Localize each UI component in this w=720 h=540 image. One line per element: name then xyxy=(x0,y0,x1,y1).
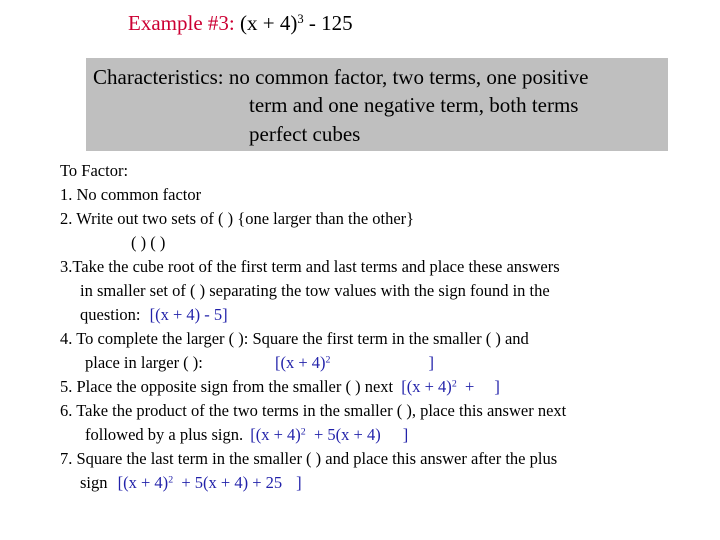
step-3-answer: [(x + 4) - 5] xyxy=(149,305,228,324)
step-6-line-1: 6. Take the product of the two terms in the smaller ( ), place this answer next xyxy=(60,401,567,420)
step-5-answer: [$(x + 4)^2$ + ] xyxy=(401,377,500,396)
step-3-line-1: 3.Take the cube root of the first term and last terms and place these answers xyxy=(60,257,560,276)
step-7-line-1: 7. Square the last term in the smaller ( ) and place this answer after the plus xyxy=(60,449,558,468)
step-6-answer: [$(x + 4)^2 + 5(x + 4)$ ] xyxy=(250,425,409,444)
step-2: 2. Write out two sets of ( ) {one larger than the other} xyxy=(60,209,415,228)
step-6-line-2: followed by a plus sign. [$(x + 4)^2 + 5(x + 4)$ ] xyxy=(85,425,409,444)
example-label: Example #3: xyxy=(128,11,235,35)
step-1: 1. No common factor xyxy=(60,185,202,204)
step-3-line-3: question: [(x + 4) - 5] xyxy=(80,305,228,324)
step-7-line-2: sign [$(x + 4)^2 + 5(x + 4) + 25$ ] xyxy=(80,473,302,492)
step-4-line-1: 4. To complete the larger ( ): Square the first term in the smaller ( ) and xyxy=(60,329,529,348)
step-7-answer: [$(x + 4)^2 + 5(x + 4) + 25$ ] xyxy=(117,473,302,492)
step-5: 5. Place the opposite sign from the smaller ( ) next [$(x + 4)^2$ + ] xyxy=(60,377,500,396)
step-4-answer: [$(x + 4)^2$ ] xyxy=(275,353,434,372)
step-2-parentheses: ( ) ( ) xyxy=(131,233,166,252)
characteristics-line-1: Characteristics: no common factor, two terms, one positive xyxy=(93,65,589,89)
step-3-line-2: in smaller set of ( ) separating the tow values with the sign found in the xyxy=(80,281,550,300)
step-4-line-2: place in larger ( ): xyxy=(85,353,203,372)
example-expression: $(x + 4)^3 - 125$ xyxy=(239,11,353,35)
slide-title xyxy=(128,11,353,36)
characteristics-line-2: term and one negative term, both terms xyxy=(249,93,579,117)
characteristics-line-3: perfect cubes xyxy=(249,122,361,146)
steps-heading: To Factor: xyxy=(60,161,129,180)
